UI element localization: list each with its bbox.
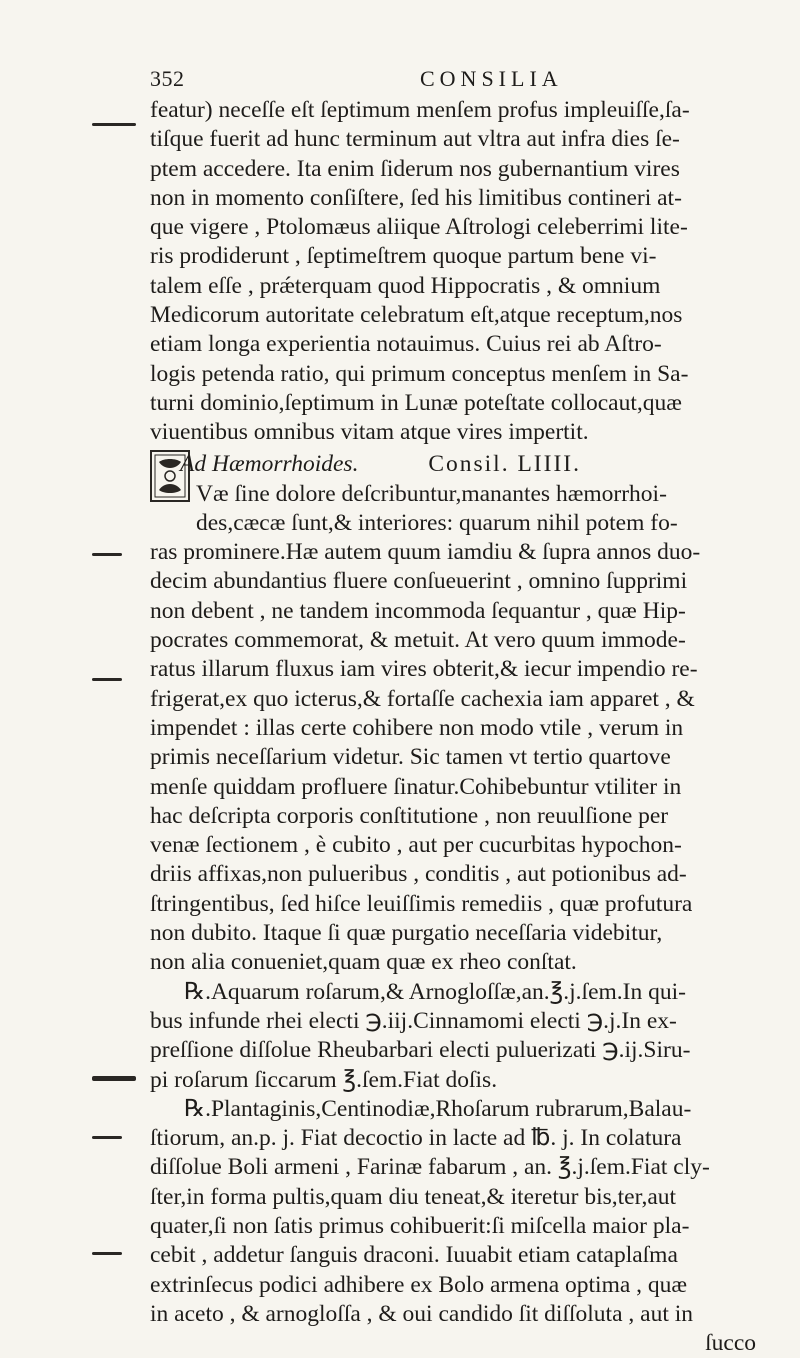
margin-mark bbox=[92, 1252, 122, 1255]
recipe-line: cebit , addetur ſanguis draconi. Iuuabit etiam cataplaſma bbox=[150, 1242, 678, 1269]
running-head: CONSILIA bbox=[420, 66, 563, 91]
recipe-line: ℞.Aquarum roſarum,& Arnogloſſæ,an.℥.j.ſem.In qui- bbox=[184, 978, 686, 1005]
text-line: non alia conueniet,quam quæ ex rheo conſtat. bbox=[150, 949, 577, 976]
catchword: ſucco bbox=[705, 1330, 756, 1357]
text-line: decim abundantius fluere conſueuerint , omnino ſupprimi bbox=[150, 568, 688, 595]
text-line: ris prodiderunt , ſeptimeſtrem quoque partum bene vi- bbox=[150, 243, 657, 270]
recipe-line: extrinſecus podici adhibere ex Bolo armena optima , quæ bbox=[150, 1271, 688, 1298]
margin-mark bbox=[92, 678, 122, 681]
text-line: Væ ſine dolore deſcribuntur,manantes hæmorrhoi- bbox=[196, 480, 667, 507]
text-line: featur) neceſſe eſt ſeptimum menſem profus impleuiſſe,ſa- bbox=[150, 97, 690, 123]
section-heading bbox=[150, 448, 770, 480]
recipe-line: bus infunde rhei electi ℈.iij.Cinnamomi electi ℈.j.In ex- bbox=[150, 1007, 677, 1034]
text-line: non debent , ne tandem incommoda ſequantur , quæ Hip- bbox=[150, 597, 686, 624]
recipe-line: ſter,in forma pultis,quam diu teneat,& iteretur bis,ter,aut bbox=[150, 1183, 677, 1210]
margin-mark bbox=[92, 1136, 122, 1139]
recipe-line: quater,ſi non ſatis primus cohibuerit:ſi miſcella maior pla- bbox=[150, 1212, 690, 1239]
text-line: etiam longa experientia notauimus. Cuius rei ab Aſtro- bbox=[150, 331, 662, 358]
text-line: des,cæcæ ſunt,& interiores: quarum nihil potem fo- bbox=[196, 509, 678, 536]
text-line: driis affixas,non pulueribus , conditis , aut potionibus ad- bbox=[150, 861, 687, 888]
text-line: viuentibus omnibus vitam atque vires impertit. bbox=[150, 419, 589, 446]
text-line: ptem accedere. Ita enim ſiderum nos gubernantium vires bbox=[150, 155, 680, 182]
section-title: Ad Hæmorrhoides. bbox=[180, 450, 359, 477]
text-line: ſtringentibus, ſed hiſce leuiſſimis remediis , quæ profutura bbox=[150, 890, 693, 917]
margin-mark bbox=[92, 1076, 136, 1081]
text-line: venæ ſectionem , è cubito , aut per cucurbitas hypochon- bbox=[150, 832, 682, 859]
recipe-line: ℞.Plantaginis,Centinodiæ,Rhoſarum rubrarum,Balau- bbox=[184, 1095, 692, 1122]
text-line: hac deſcripta corporis conſtitutione , non reuulſione per bbox=[150, 802, 669, 829]
text-line: menſe quiddam profluere ſinatur.Cohibebuntur vtiliter in bbox=[150, 773, 682, 800]
text-line: impendet : illas certe cohibere non modo vtile , verum in bbox=[150, 714, 684, 741]
page-header bbox=[150, 66, 750, 94]
text-line: tiſque fuerit ad hunc terminum aut vltra aut infra dies ſe- bbox=[150, 126, 680, 153]
text-line: turni dominio,ſeptimum in Lunæ poteſtate collocaut,quæ bbox=[150, 389, 682, 416]
recipe-line: pi roſarum ſiccarum ℥.ſem.Fiat doſis. bbox=[150, 1066, 498, 1093]
recipe-line: preſſione diſſolue Rheubarbari electi puluerizati ℈.ij.Siru- bbox=[150, 1037, 691, 1064]
text-line: non dubito. Itaque ſi quæ purgatio neceſſaria videbitur, bbox=[150, 920, 663, 947]
recipe-line: in aceto , & arnogloſſa , & oui candido ſit diſſoluta , aut in bbox=[150, 1300, 694, 1327]
body-text bbox=[150, 96, 770, 1358]
recipe-line: diſſolue Boli armeni , Farinæ fabarum , an. ℥.j.ſem.Fiat cly- bbox=[150, 1154, 710, 1181]
text-line: pocrates commemorat, & metuit. At vero quum immode- bbox=[150, 627, 686, 654]
text-line: non in momento conſiſtere, ſed his limitibus contineri at- bbox=[150, 184, 682, 211]
margin-mark bbox=[92, 123, 136, 126]
page-number: 352 bbox=[150, 66, 185, 91]
consilium-number: Consil. LIIII. bbox=[428, 450, 581, 477]
text-line: ras prominere.Hæ autem quum iamdiu & ſupra annos duo- bbox=[150, 539, 701, 566]
text-line: frigerat,ex quo icterus,& fortaſſe cachexia iam apparet , & bbox=[150, 685, 695, 712]
text-line: primis neceſſarium videtur. Sic tamen vt tertio quartove bbox=[150, 744, 671, 771]
text-line: que vigere , Ptolomæus aliique Aſtrologi celeberrimi lite- bbox=[150, 214, 688, 241]
recipe-line: ſtiorum, an.p. j. Fiat decoctio in lacte ad ℔. j. In colatura bbox=[150, 1125, 682, 1152]
text-line: ratus illarum fluxus iam vires obterit,& iecur impendio re- bbox=[150, 656, 698, 683]
margin-mark bbox=[92, 553, 122, 556]
text-line: talem eſſe , prǽterquam quod Hippocratis , & omnium bbox=[150, 272, 661, 299]
text-line: Medicorum autoritate celebratum eſt,atque receptum,nos bbox=[150, 302, 683, 329]
text-line: logis petenda ratio, qui primum conceptus menſem in Sa- bbox=[150, 360, 689, 387]
